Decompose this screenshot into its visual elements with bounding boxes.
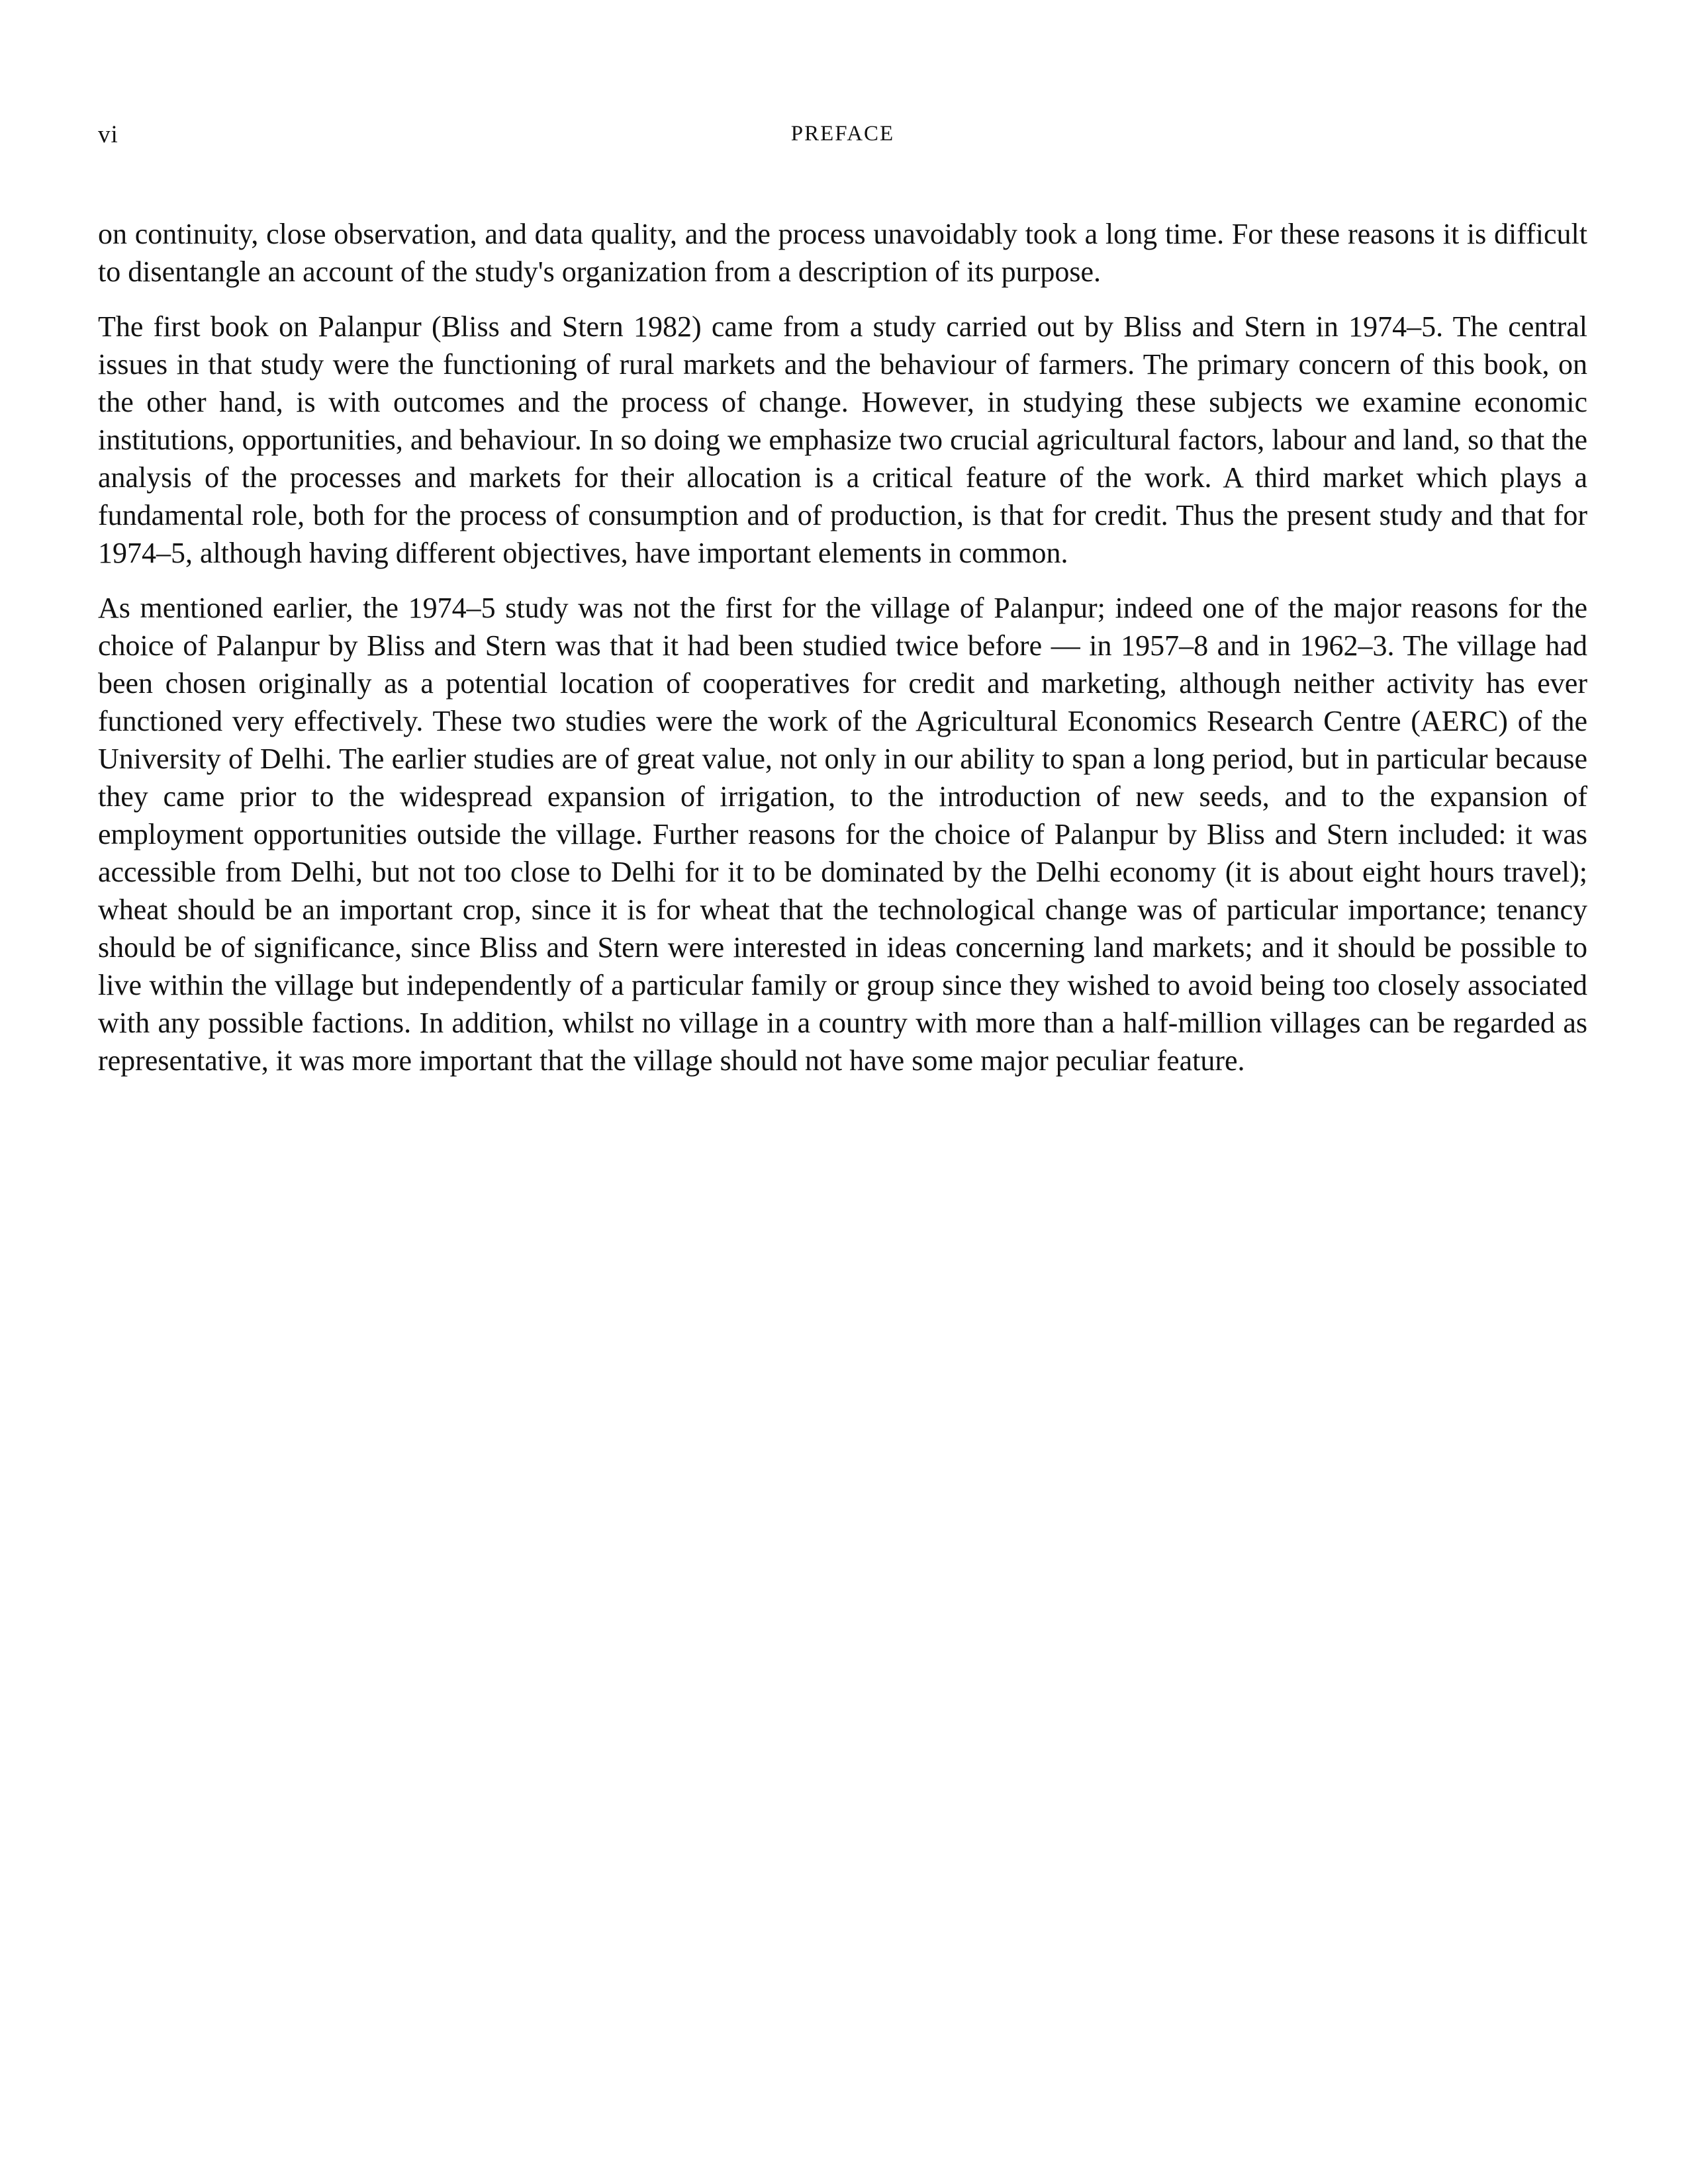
page-body <box>98 215 1587 1097</box>
paragraph-2: The first book on Palanpur (Bliss and Stern 1982) came from a study carried out by Bliss and Stern in 1974–5. The central issues in that study were the functioning of rural markets and the behaviour of farmers. The primary concern of this book, on the other hand, is with outcomes and the process of change. However, in studying these subjects we examine economic institutions, opportunities, and behaviour. In so doing we emphasize two crucial agricultural factors, labour and land, so that the analysis of the processes and markets for their allocation is a critical feature of the work. A third market which plays a fundamental role, both for the process of consumption and of production, is that for credit. Thus the present study and that for 1974–5, although having different objectives, have important elements in common. <box>98 310 1587 569</box>
page-header <box>98 120 1587 150</box>
running-title: PREFACE <box>790 122 895 146</box>
page-number: vi <box>98 121 118 148</box>
paragraph-3: As mentioned earlier, the 1974–5 study was not the first for the village of Palanpur; indeed one of the major reasons for the choice of Palanpur by Bliss and Stern was that it had been studied twice before — in 1957–8 and in 1962–3. The village had been chosen originally as a potential location of cooperatives for credit and marketing, although neither activity has ever functioned very effectively. These two studies were the work of the Agricultural Economics Research Centre (AERC) of the University of Delhi. The earlier studies are of great value, not only in our ability to span a long period, but in particular because they came prior to the widespread expansion of irrigation, to the introduction of new seeds, and to the expansion of employment opportunities outside the village. Further reasons for the choice of Palanpur by Bliss and Stern included: it was accessible from Delhi, but not too close to Delhi for it to be dominated by the Delhi economy (it is about eight hours travel); wheat should be an important crop, since it is for wheat that the technological change was of particular importance; tenancy should be of significance, since Bliss and Stern were interested in ideas concerning land markets; and it should be possible to live within the village but independently of a particular family or group since they wished to avoid being too closely associated with any possible factions. In addition, whilst no village in a country with more than a half-million villages can be regarded as representative, it was more important that the village should not have some major peculiar feature. <box>98 592 1587 1077</box>
paragraph-1: on continuity, close observation, and data quality, and the process unavoidably took a long time. For these reasons it is difficult to disentangle an account of the study's organization from a description of its purpose. <box>98 218 1587 288</box>
